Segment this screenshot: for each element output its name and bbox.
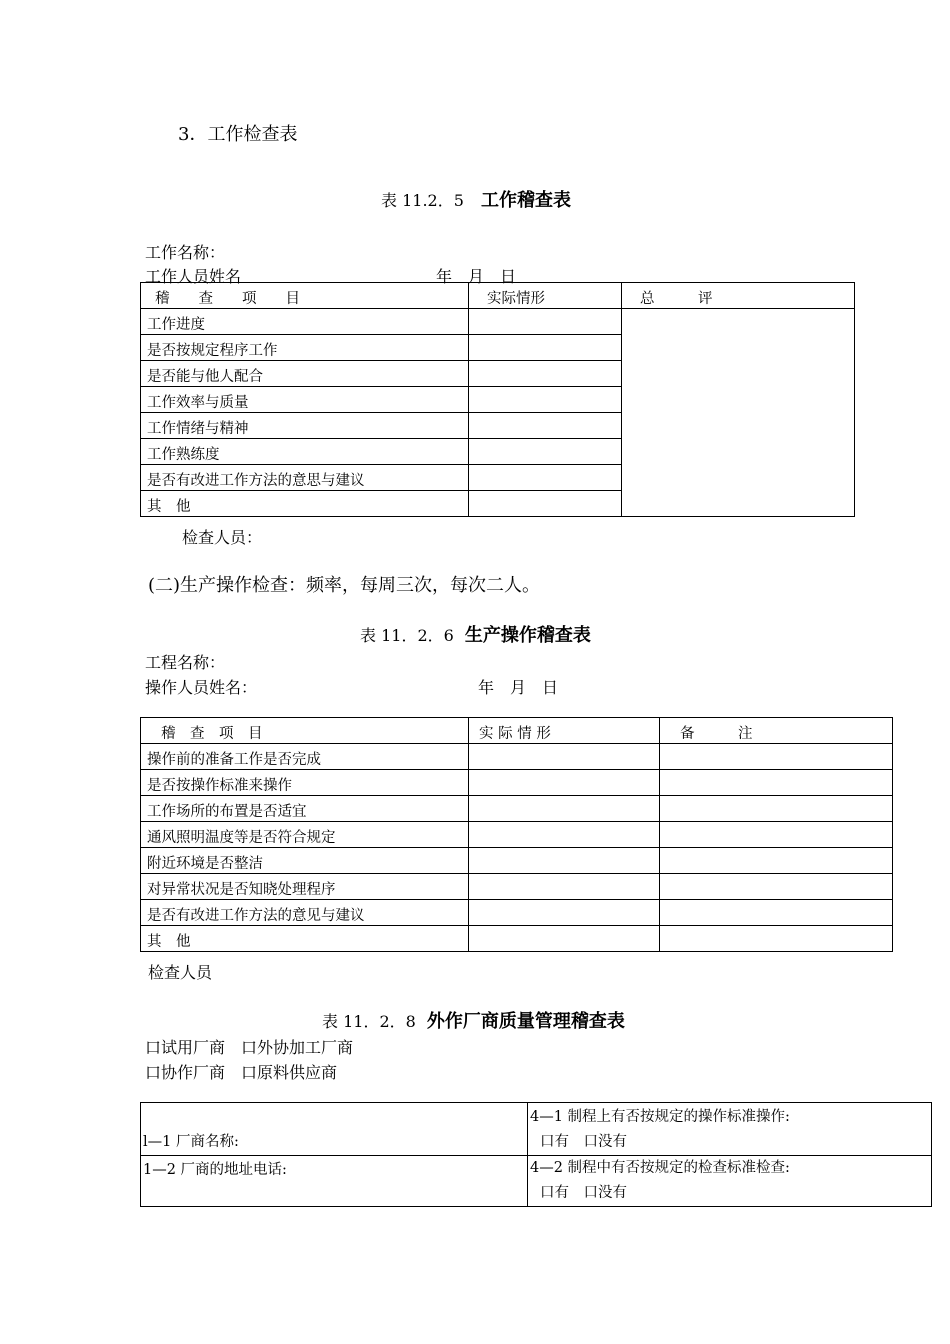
table-caption xyxy=(322,1007,625,1033)
actual-cell[interactable] xyxy=(469,387,622,413)
header-item: 稽 查 项 目 xyxy=(141,283,469,309)
row-label: 工作场所的布置是否适宜 xyxy=(141,796,469,822)
table-row xyxy=(141,874,893,900)
actual-cell[interactable] xyxy=(469,744,660,770)
section-heading: (二)生产操作检查：频率，每周三次，每次二人。 xyxy=(148,575,541,596)
table-caption xyxy=(381,186,571,212)
row-label: 其 他 xyxy=(141,491,469,517)
actual-cell[interactable] xyxy=(469,413,622,439)
inspection-standard-question: 4—2 制程中有否按规定的检查标准检查: xyxy=(530,1160,790,1176)
table-row xyxy=(141,770,893,796)
table-caption xyxy=(360,621,591,647)
actual-cell[interactable] xyxy=(469,926,660,952)
date-label: 年 月 日 xyxy=(478,678,559,697)
remarks-cell[interactable] xyxy=(660,796,893,822)
date-label: 年 月 日 xyxy=(436,267,517,286)
production-inspection-table xyxy=(140,717,893,952)
section-heading: 3．工作检查表 xyxy=(178,124,298,145)
actual-cell[interactable] xyxy=(469,491,622,517)
actual-cell[interactable] xyxy=(469,822,660,848)
vendor-address-cell[interactable] xyxy=(141,1156,528,1207)
vendor-name-label: l—1 厂商名称: xyxy=(143,1134,239,1150)
row-label: 通风照明温度等是否符合规定 xyxy=(141,822,469,848)
caption-title: 外作厂商质量管理稽查表 xyxy=(426,1011,625,1032)
table-header-row xyxy=(141,718,893,744)
vendor-address-label: 1—2 厂商的地址电话: xyxy=(143,1162,287,1178)
actual-cell[interactable] xyxy=(469,770,660,796)
table-row xyxy=(141,822,893,848)
remarks-cell[interactable] xyxy=(660,926,893,952)
header-actual: 实 际 情 形 xyxy=(469,718,660,744)
table-row xyxy=(141,309,855,335)
table-header-row xyxy=(141,283,855,309)
operator-name-label: 操作人员姓名： xyxy=(145,678,258,697)
actual-cell[interactable] xyxy=(469,465,622,491)
row-label: 是否能与他人配合 xyxy=(141,361,469,387)
caption-prefix: 表 11.2．5 xyxy=(381,191,464,210)
inspector-label: 检查人员： xyxy=(182,528,263,547)
row-label: 工作情绪与精神 xyxy=(141,413,469,439)
row-label: 是否有改进工作方法的意思与建议 xyxy=(141,465,469,491)
table-row xyxy=(141,848,893,874)
remarks-cell[interactable] xyxy=(660,874,893,900)
table-row xyxy=(141,900,893,926)
row-label: 工作熟练度 xyxy=(141,439,469,465)
process-standard-cell xyxy=(528,1103,932,1156)
actual-cell[interactable] xyxy=(469,848,660,874)
table-row xyxy=(141,744,893,770)
caption-prefix: 表 11．2．8 xyxy=(322,1012,416,1031)
work-inspection-table xyxy=(140,282,855,517)
row-label: 工作效率与质量 xyxy=(141,387,469,413)
caption-title: 生产操作稽查表 xyxy=(464,625,591,646)
actual-cell[interactable] xyxy=(469,361,622,387)
row-label: 是否有改进工作方法的意见与建议 xyxy=(141,900,469,926)
actual-cell[interactable] xyxy=(469,439,622,465)
actual-cell[interactable] xyxy=(469,796,660,822)
table-row xyxy=(141,1156,932,1207)
table-row xyxy=(141,926,893,952)
header-overall: 总 评 xyxy=(622,283,855,309)
actual-cell[interactable] xyxy=(469,309,622,335)
row-label: 工作进度 xyxy=(141,309,469,335)
header-item: 稽 查 项 目 xyxy=(141,718,469,744)
vendor-quality-table xyxy=(140,1102,932,1207)
inspector-label: 检查人员 xyxy=(148,963,213,982)
process-standard-question: 4—1 制程上有否按规定的操作标准操作: xyxy=(530,1109,790,1125)
remarks-cell[interactable] xyxy=(660,848,893,874)
caption-prefix: 表 11．2．6 xyxy=(360,626,454,645)
table-row xyxy=(141,1103,932,1156)
actual-cell[interactable] xyxy=(469,874,660,900)
inspection-standard-cell xyxy=(528,1156,932,1207)
vendor-type-options[interactable]: 口试用厂商 口外协加工厂商 xyxy=(145,1038,354,1057)
remarks-cell[interactable] xyxy=(660,900,893,926)
vendor-type-options[interactable]: 口协作厂商 口原料供应商 xyxy=(145,1063,338,1082)
vendor-name-cell[interactable] xyxy=(141,1103,528,1156)
row-label: 附近环境是否整洁 xyxy=(141,848,469,874)
remarks-cell[interactable] xyxy=(660,744,893,770)
remarks-cell[interactable] xyxy=(660,822,893,848)
worker-name-label: 工作人员姓名 xyxy=(145,267,242,286)
process-standard-choice[interactable]: 口有 口没有 xyxy=(540,1134,627,1150)
work-name-label: 工作名称： xyxy=(145,243,226,262)
header-actual: 实际情形 xyxy=(469,283,622,309)
actual-cell[interactable] xyxy=(469,335,622,361)
caption-title: 工作稽查表 xyxy=(481,190,571,211)
row-label: 是否按规定程序工作 xyxy=(141,335,469,361)
remarks-cell[interactable] xyxy=(660,770,893,796)
row-label: 操作前的准备工作是否完成 xyxy=(141,744,469,770)
row-label: 其 他 xyxy=(141,926,469,952)
inspection-standard-choice[interactable]: 口有 口没有 xyxy=(540,1185,627,1201)
actual-cell[interactable] xyxy=(469,900,660,926)
header-remarks: 备 注 xyxy=(660,718,893,744)
overall-cell[interactable] xyxy=(622,309,855,517)
row-label: 是否按操作标准来操作 xyxy=(141,770,469,796)
project-name-label: 工程名称： xyxy=(145,653,226,672)
row-label: 对异常状况是否知晓处理程序 xyxy=(141,874,469,900)
table-row xyxy=(141,796,893,822)
